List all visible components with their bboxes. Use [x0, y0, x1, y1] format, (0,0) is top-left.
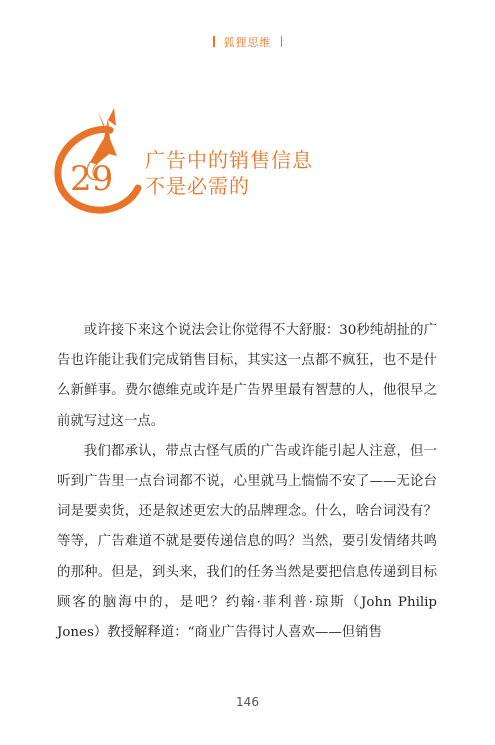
chapter-title-line-2: 不是必需的 — [145, 174, 250, 198]
chapter-title — [145, 147, 313, 199]
paragraph: 或许接下来这个说法会让你觉得不大舒服：30秒纯胡扯的广告也许能让我们完成销售目标，其实这一点都不疯狂，也不是什么新鲜事。费尔德维克或许是广告界里最有智慧的人，他很早之前就写过这一点。 — [57, 323, 437, 429]
paragraph: 我们都承认，带点古怪气质的广告或许能引起人注意，但一听到广告里一点台词都不说，心里就马上惴惴不安了——无论台词是要卖货，还是叙述更宏大的品牌理念。什么，啥台词没有？等等，广告难道不就是要传递信息的吗？当然，要引发情绪共鸣的那种。但是，到头来，我们的任务当然是要把信息传递到目标顾客的脑海中的，是吧？约翰·菲利普·琼斯（John Philip Jones）教授解释道：“商业广告得讨人喜欢——但销售 — [57, 443, 437, 641]
page-number: 146 — [236, 695, 259, 709]
chapter-title-line-1: 广告中的销售信息 — [145, 148, 313, 172]
header-divider-left — [213, 36, 215, 47]
chapter-number: 29 — [70, 159, 114, 199]
body-text — [57, 316, 437, 648]
chapter-emblem — [50, 104, 150, 214]
header-divider-right — [281, 36, 283, 47]
running-header — [0, 34, 495, 50]
running-title: 狐狸思维 — [223, 36, 272, 49]
